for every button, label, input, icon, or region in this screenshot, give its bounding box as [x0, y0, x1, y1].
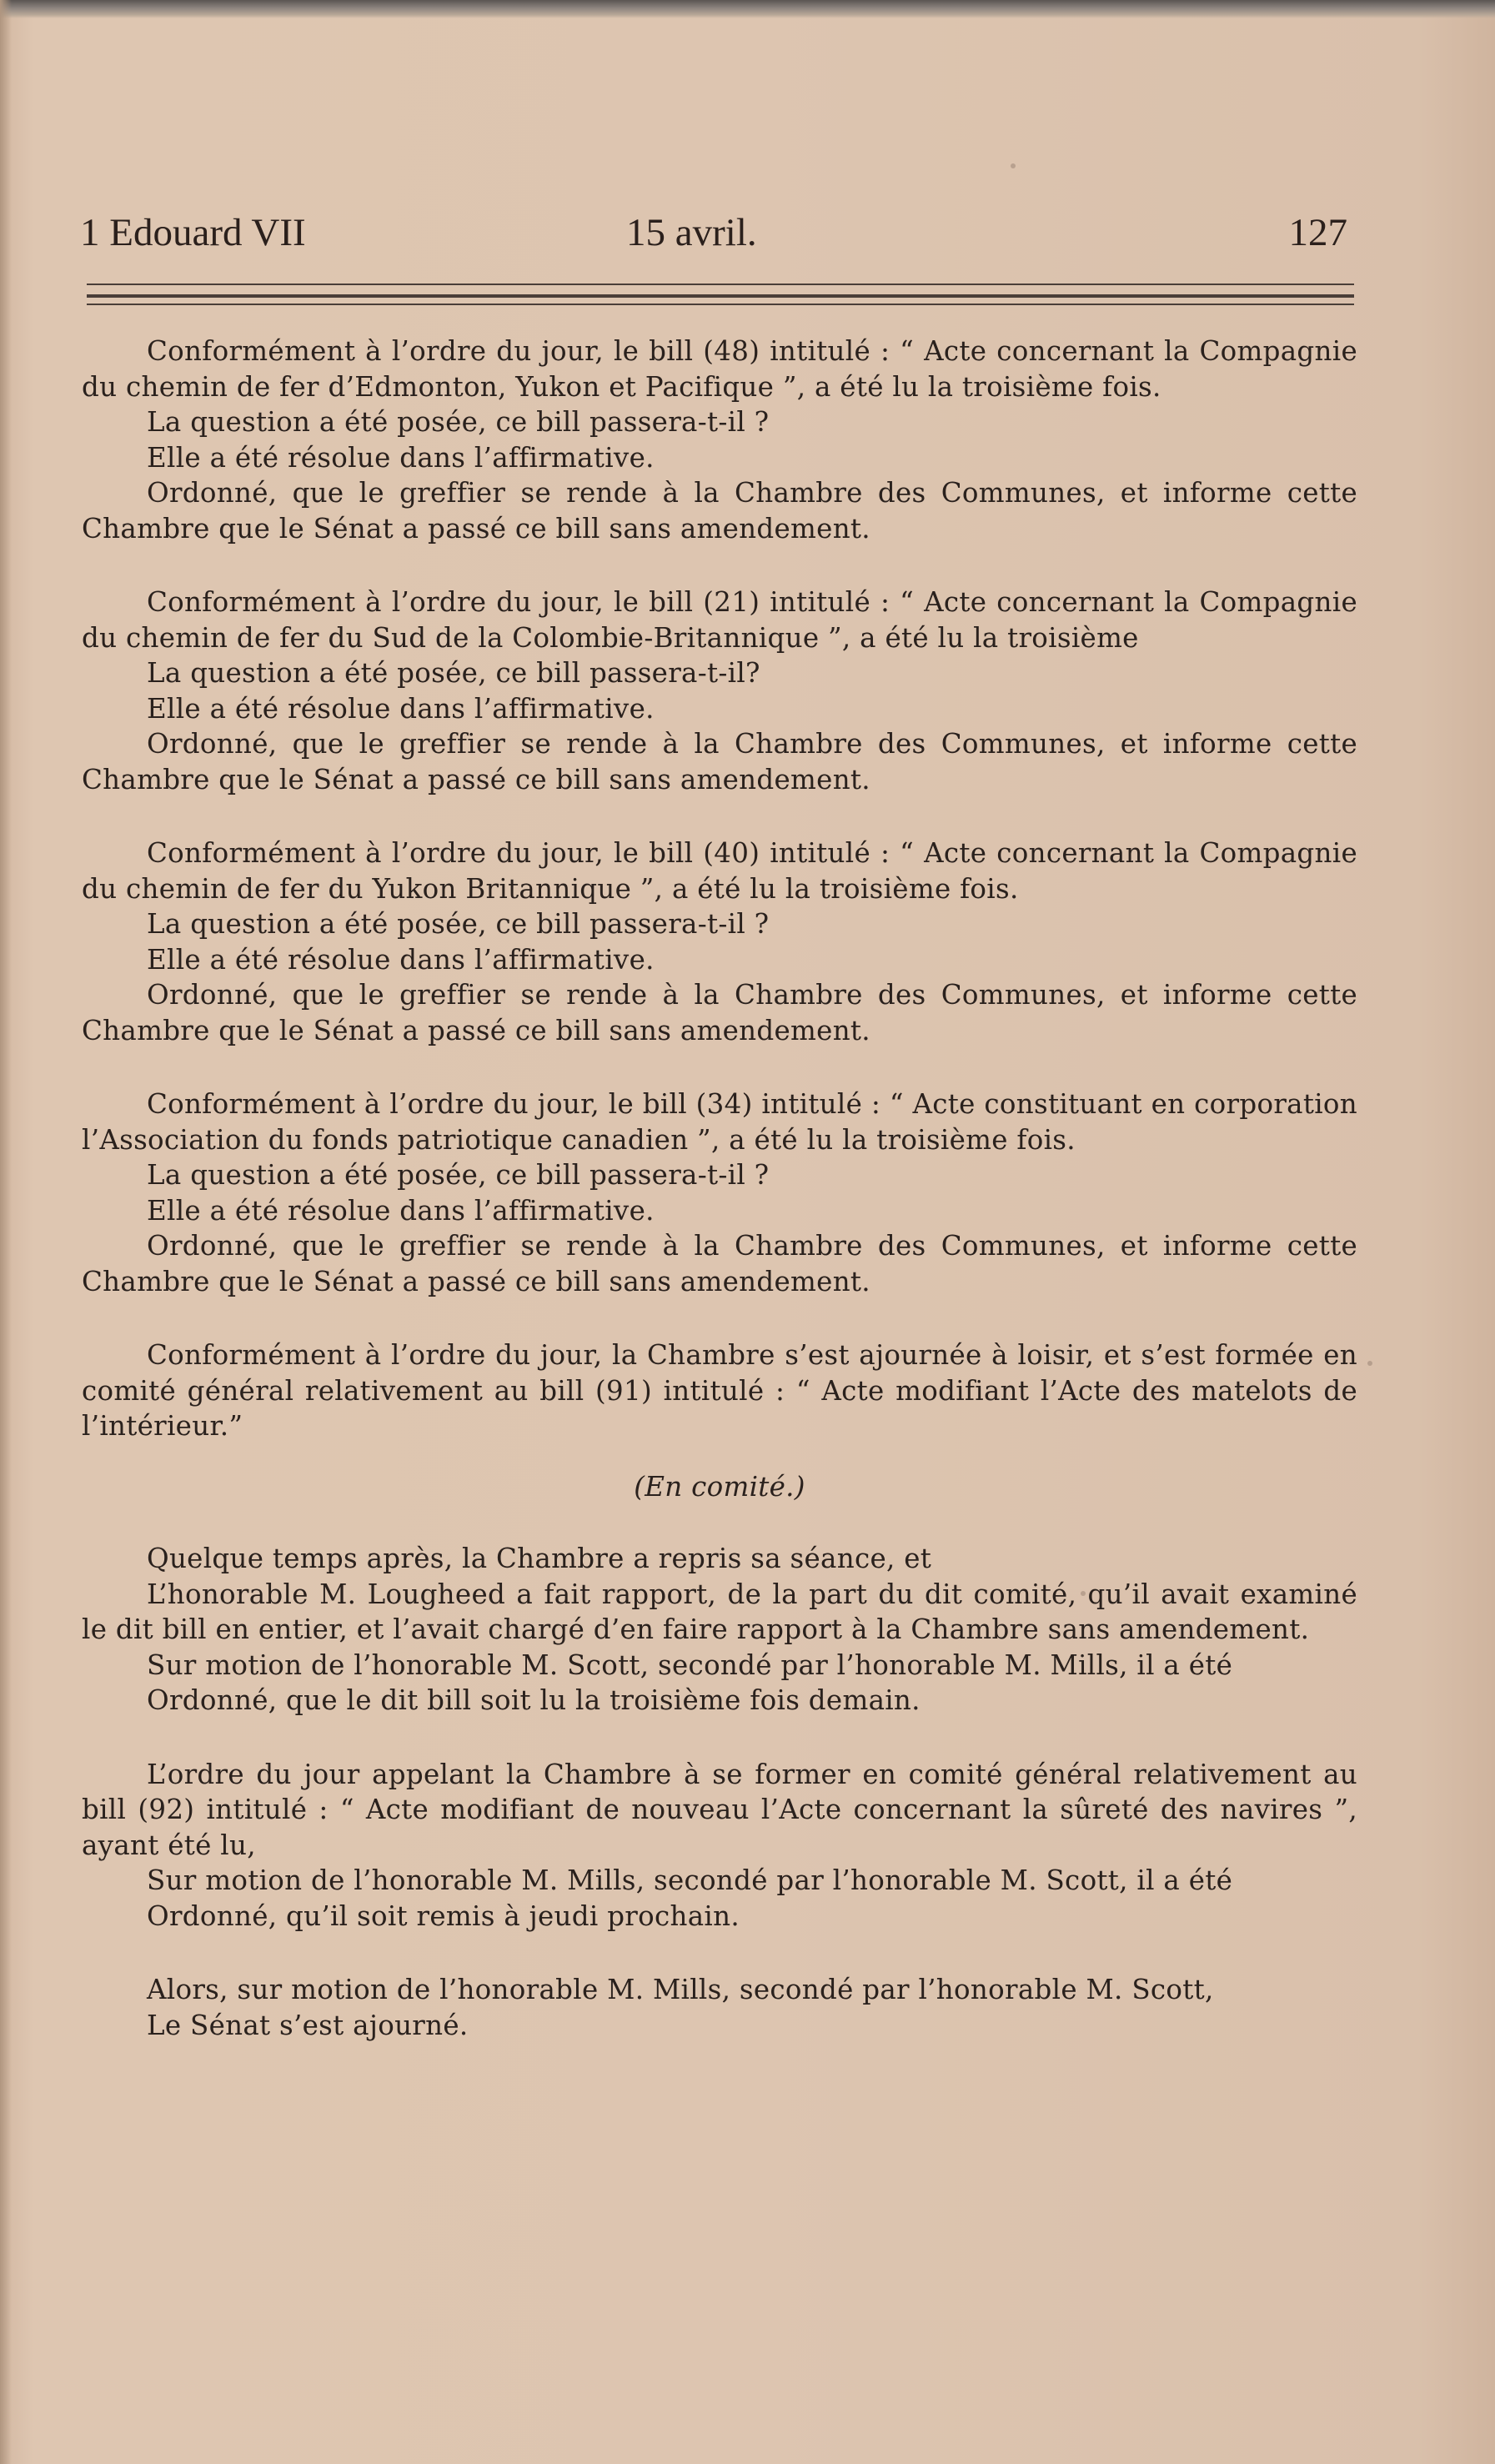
paragraph: Elle a été résolue dans l’affirmative. [147, 1194, 655, 1227]
paragraph: Ordonné, que le greffier se rende à la Chambre des Communes, et informe cette Chambre que le Sénat a passé ce bill sans amendement. [82, 728, 1357, 795]
paragraph: Sur motion de l’honorable M. Mills, secondé par l’honorable M. Scott, il a été [147, 1864, 1233, 1896]
paragraph: Ordonné, que le greffier se rende à la Chambre des Communes, et informe cette Chambre que le Sénat a passé ce bill sans amendement. [82, 477, 1357, 544]
paragraph: Ordonné, que le greffier se rende à la Chambre des Communes, et informe cette Chambre que le Sénat a passé ce bill sans amendement. [82, 1230, 1357, 1297]
paper-speck [1081, 1591, 1086, 1596]
paragraph: Conformément à l’ordre du jour, la Chambre s’est ajournée à loisir, et s’est formée en comité général relativement au bill (91) intitulé : “ Acte modifiant l’Acte des matelots de l’intérieur.” [82, 1339, 1357, 1442]
paragraph: Conformément à l’ordre du jour, le bill (40) intitulé : “ Acte concernant la Compagnie du chemin de fer du Yukon Britannique ”, a été lu la troisième fois. [82, 837, 1357, 905]
page-left-edge [0, 0, 12, 2464]
paragraph: Conformément à l’ordre du jour, le bill (21) intitulé : “ Acte concernant la Compagnie du chemin de fer du Sud de la Colombie-Britannique ”, a été lu la troisième [82, 586, 1357, 654]
paragraph: La question a été posée, ce bill passera-t-il? [147, 657, 760, 689]
paper-speck [1367, 1361, 1372, 1366]
paragraph: Elle a été résolue dans l’affirmative. [147, 943, 655, 976]
paragraph: Ordonné, que le greffier se rende à la Chambre des Communes, et informe cette Chambre que le Sénat a passé ce bill sans amendement. [82, 979, 1357, 1046]
paragraph: Le Sénat s’est ajourné. [147, 2009, 469, 2041]
running-header [80, 210, 1347, 265]
paragraph: La question a été posée, ce bill passera-t-il ? [147, 908, 770, 940]
section-bill-92 [82, 1757, 1357, 1935]
section-adjournment [82, 1972, 1357, 2043]
section-bill-40 [82, 836, 1357, 1048]
paper-speck [1011, 163, 1016, 168]
paragraph: Conformément à l’ordre du jour, le bill (48) intitulé : “ Acte concernant la Compagnie du chemin de fer d’Edmonton, Yukon et Pacifique ”, a été lu la troisième fois. [82, 335, 1357, 403]
header-date: 15 avril. [626, 211, 757, 254]
paragraph: Quelque temps après, la Chambre a repris sa séance, et [147, 1543, 932, 1574]
paragraph: L’ordre du jour appelant la Chambre à se former en comité général relativement au bill (92) intitulé : “ Acte modifiant de nouveau l’Acte concernant la sûreté des navires ”, ayant été lu, [82, 1758, 1357, 1861]
journal-body [82, 334, 1357, 2081]
paragraph: Conformément à l’ordre du jour, le bill (34) intitulé : “ Acte constituant en corporation l’Association du fonds patriotique canadien ”, a été lu la troisième fois. [82, 1088, 1357, 1156]
header-rule-bottom [87, 304, 1354, 305]
section-bill-91 [82, 1337, 1357, 1444]
paragraph: L’honorable M. Lougheed a fait rapport, de la part du dit comité, qu’il avait examiné le dit bill en entier, et l’avait chargé d’en faire rapport à la Chambre sans amendement. [82, 1578, 1357, 1645]
committee-heading: (En comité.) [634, 1470, 805, 1503]
section-bill-48 [82, 334, 1357, 546]
paragraph: Sur motion de l’honorable M. Scott, secondé par l’honorable M. Mills, il a été [147, 1649, 1233, 1681]
page-top-edge [0, 0, 1495, 18]
paragraph: Elle a été résolue dans l’affirmative. [147, 441, 655, 474]
paragraph: Ordonné, qu’il soit remis à jeudi prochain. [147, 1899, 740, 1932]
paragraph: Elle a été résolue dans l’affirmative. [147, 692, 655, 725]
paragraph: Ordonné, que le dit bill soit lu la troisième fois demain. [147, 1684, 921, 1716]
header-rule-middle [87, 294, 1354, 298]
header-reign: 1 Edouard VII [80, 211, 306, 254]
section-bill-34 [82, 1086, 1357, 1299]
header-rule-top [87, 284, 1354, 285]
paragraph: Alors, sur motion de l’honorable M. Mills, secondé par l’honorable M. Scott, [147, 1974, 1214, 2005]
paragraph: La question a été posée, ce bill passera-t-il ? [147, 406, 770, 438]
page-number: 127 [1288, 211, 1347, 254]
paragraph: La question a été posée, ce bill passera-t-il ? [147, 1159, 770, 1191]
section-bill-21 [82, 585, 1357, 797]
section-committee-report [82, 1541, 1357, 1719]
